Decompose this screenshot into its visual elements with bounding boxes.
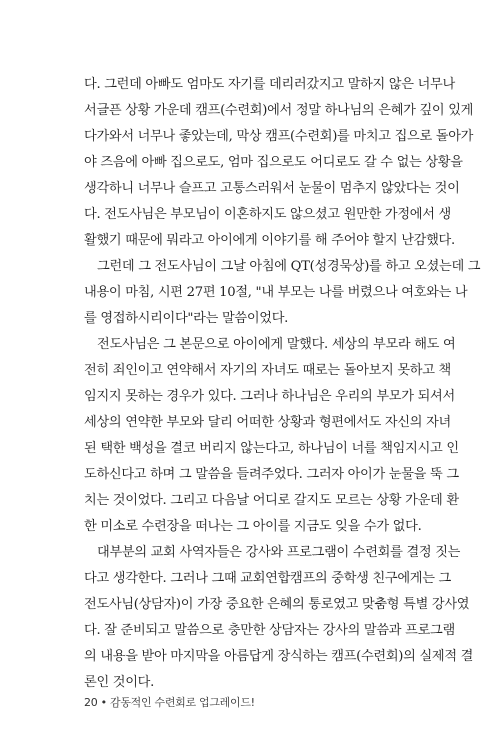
page-footer xyxy=(84,696,255,710)
body-line: 다. 전도사님은 부모님이 이혼하지도 않으셨고 원만한 가정에서 생 xyxy=(84,207,451,222)
body-line: 를 영접하시리이다"라는 말씀이었다. xyxy=(84,311,289,326)
body-line: 론인 것이다. xyxy=(84,675,154,690)
body-line: 내용이 마침, 시편 27편 10절, "내 부모는 나를 버렸으나 여호와는 나 xyxy=(84,285,468,300)
paragraph-start-line: 그런데 그 전도사님이 그날 아침에 QT(성경묵상)를 하고 오셨는데 그 xyxy=(97,259,481,274)
body-line: 전히 죄인이고 연약해서 자기의 자녀도 때로는 돌아보지 못하고 책 xyxy=(84,363,451,378)
body-line: 임지지 못하는 경우가 있다. 그러나 하나님은 우리의 부모가 되셔서 xyxy=(84,389,455,404)
paragraph-start-line: 전도사님은 그 본문으로 아이에게 말했다. 세상의 부모라 해도 여 xyxy=(97,337,456,352)
body-line: 생각하니 너무나 슬프고 고통스러워서 눈물이 멈추지 않았다는 것이 xyxy=(84,181,460,196)
body-line: 다가와서 너무나 좋았는데, 막상 캠프(수련회)를 마치고 집으로 돌아가 xyxy=(84,129,474,144)
body-line: 서글픈 상황 가운데 캠프(수련회)에서 정말 하나님의 은혜가 깊이 있게 xyxy=(84,103,474,118)
body-line: 치는 것이었다. 그리고 다음날 어디로 갈지도 모르는 상황 가운데 환 xyxy=(84,493,459,508)
body-line: 다. 그런데 아빠도 엄마도 자기를 데리러갔지고 말하지 않은 너무나 xyxy=(84,77,455,92)
footer-separator: • xyxy=(100,696,107,709)
body-line: 도하신다고 하며 그 말씀을 들려주었다. 그러자 아이가 눈물을 뚝 그 xyxy=(84,467,459,482)
body-line: 의 내용을 받아 마지막을 아름답게 장식하는 캠프(수련회)의 실제적 결 xyxy=(84,649,474,664)
page-number: 20 xyxy=(84,696,98,709)
body-line: 세상의 연약한 부모와 달리 어떠한 상황과 형편에서도 자신의 자녀 xyxy=(84,415,451,430)
body-line: 한 미소로 수련장을 떠나는 그 아이를 지금도 잊을 수가 없다. xyxy=(84,519,422,534)
book-title: 감동적인 수련회로 업그레이드! xyxy=(110,696,255,709)
body-line: 활했기 때문에 뭐라고 아이에게 이야기를 해 주어야 할지 난감했다. xyxy=(84,233,455,248)
body-line: 야 즈음에 아빠 집으로도, 엄마 집으로도 어디로도 갈 수 없는 상황을 xyxy=(84,155,463,170)
body-line: 된 택한 백성을 결코 버리지 않는다고, 하나님이 너를 책임지시고 인 xyxy=(84,441,459,456)
body-line: 전도사님(상담자)이 가장 중요한 은혜의 통로였고 맞춤형 특별 강사였 xyxy=(84,597,470,612)
body-line: 다고 생각한다. 그러나 그때 교회연합캠프의 중학생 친구에게는 그 xyxy=(84,571,451,586)
body-line: 다. 잘 준비되고 말씀으로 충만한 상담자는 강사의 말씀과 프로그램 xyxy=(84,623,455,638)
paragraph-start-line: 대부분의 교회 사역자들은 강사와 프로그램이 수련회를 결정 짓는 xyxy=(97,545,461,560)
